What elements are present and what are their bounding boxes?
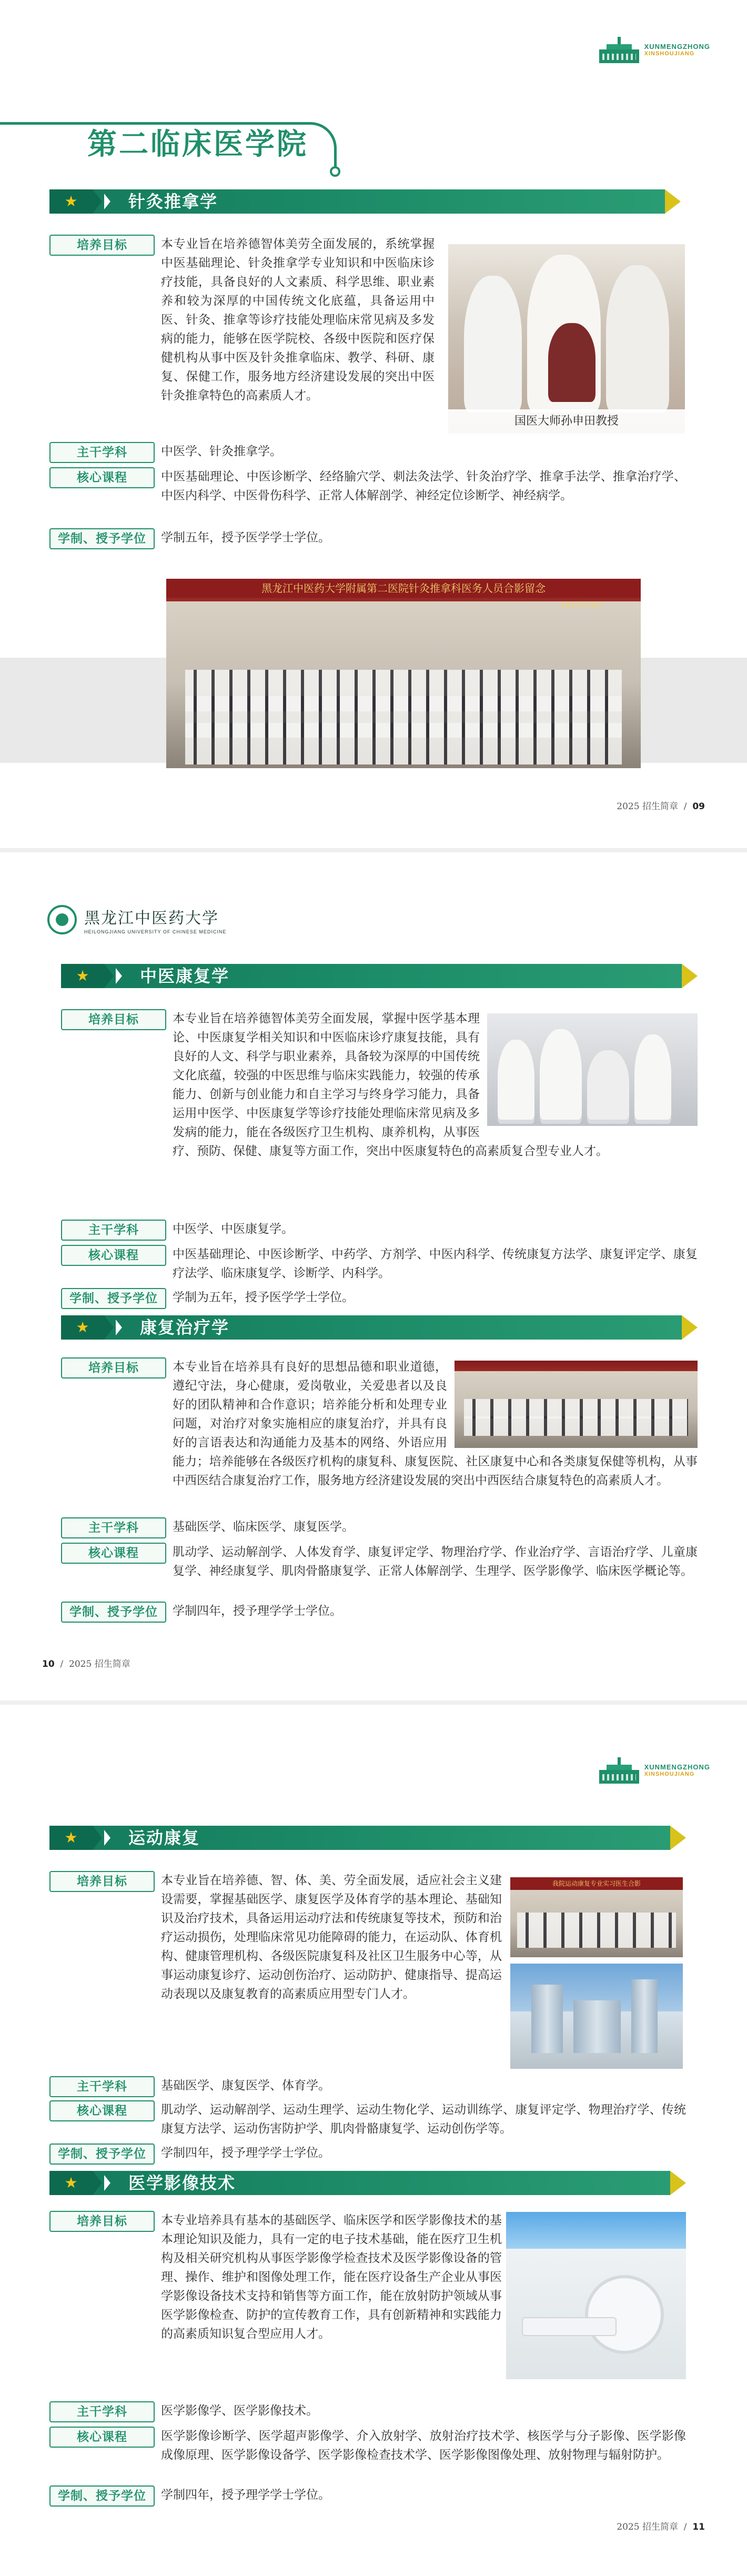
section-banner-imaging xyxy=(49,2171,686,2195)
row-text: 中医基础理论、中医诊断学、中药学、方剂学、中医内科学、传统康复方法学、康复评定学、康复疗法学、临床康复学、诊断学、内科学。 xyxy=(173,1247,698,1280)
row-discipline xyxy=(49,442,686,463)
row-label: 核心课程 xyxy=(61,1245,166,1266)
row-text: 基础医学、康复医学、体育学。 xyxy=(161,2079,330,2092)
footer-sep: / xyxy=(683,801,687,812)
row-text: 学制四年，授予理学学士学位。 xyxy=(173,1604,342,1618)
row-label: 学制、授予学位 xyxy=(49,528,155,549)
row-goal xyxy=(61,1009,698,1209)
row-discipline xyxy=(49,2401,686,2422)
page-footer xyxy=(42,1656,130,1669)
section-title: 中医康复学 xyxy=(140,966,230,986)
row-text: 医学影像诊断学、医学超声影像学、介入放射学、放射治疗技术学、核医学与分子影像、医学影像成像原理、医学影像设备学、医学影像检查技术学、医学影像图像处理、放射物理与辐射防护。 xyxy=(161,2429,686,2462)
star-icon: ★ xyxy=(64,2174,78,2191)
chevron-right-icon xyxy=(104,1830,110,1846)
row-discipline xyxy=(61,1517,698,1538)
page-footer xyxy=(617,2519,705,2532)
row-courses xyxy=(61,1245,698,1285)
row-courses xyxy=(49,2427,686,2484)
brand-en-line1: XUNMENGZHONG xyxy=(644,1763,710,1771)
photo-caption: 国医大师孙申田教授 xyxy=(448,409,685,434)
row-label: 学制、授予学位 xyxy=(61,1288,166,1309)
group-photo-date: 2017年10月 xyxy=(561,601,604,610)
chevron-right-icon xyxy=(116,1320,122,1335)
row-text: 中医学、针灸推拿学。 xyxy=(161,445,282,458)
row-text: 本专业旨在培养德、智、体、美、劳全面发展，适应社会主义建设需要，掌握基础医学、康复医学及体育学的基本理论、基础知识及治疗技术，具备运用运动疗法和传统康复等技术，预防和治疗运动损伤，处理临床常见功能障碍的能力，在运动队、体育机构、健康管理机构、各级医院康复科及社区卫生服务中心等，从事运动康复诊疗、运动创伤治疗、运动防护、健康指导、提高运动表现以及康复教育的高素质应用型专门人才。 xyxy=(161,1874,502,2001)
university-seal-icon xyxy=(47,905,77,934)
footer-sep: / xyxy=(683,2522,687,2532)
row-goal xyxy=(49,1871,502,2071)
row-label: 核心课程 xyxy=(61,1543,166,1564)
row-label: 培养目标 xyxy=(49,2211,155,2232)
university-name: 黑龙江中医药大学 xyxy=(84,909,219,928)
group-photo-banner: 我院运动康复专业实习医生合影 xyxy=(510,1877,683,1890)
page-number: 11 xyxy=(692,2522,705,2532)
section-banner-rehab-therapy xyxy=(61,1315,698,1340)
row-goal xyxy=(49,235,439,435)
page-number: 09 xyxy=(692,801,705,812)
row-text: 基础医学、临床医学、康复医学。 xyxy=(173,1520,354,1534)
page-number: 10 xyxy=(42,1659,55,1669)
star-icon: ★ xyxy=(76,1319,89,1336)
star-icon: ★ xyxy=(64,193,78,210)
page-footer xyxy=(617,799,705,812)
row-goal xyxy=(49,2211,502,2390)
row-label: 主干学科 xyxy=(49,2076,155,2097)
row-label: 主干学科 xyxy=(49,442,155,463)
row-text: 肌动学、运动解剖学、运动生理学、运动生物化学、运动训练学、康复评定学、物理治疗学、传统康复方法学、运动伤害防护学、肌肉骨骼康复学、运动创伤学等。 xyxy=(161,2103,686,2136)
row-label: 核心课程 xyxy=(49,467,155,488)
row-goal xyxy=(61,1357,698,1515)
row-discipline xyxy=(61,1220,698,1241)
chevron-right-icon xyxy=(116,968,122,984)
brand-logo xyxy=(599,37,710,63)
brand-en-line2: XINSHOUJIANG xyxy=(644,1771,695,1778)
row-label: 培养目标 xyxy=(61,1357,166,1378)
row-label: 核心课程 xyxy=(49,2100,155,2121)
row-text: 学制四年，授予理学学士学位。 xyxy=(161,2146,330,2160)
footer-year: 2025 招生简章 xyxy=(617,2522,678,2532)
page-11 xyxy=(0,1705,747,2576)
photo-sports-rehab-group xyxy=(510,1877,683,1957)
section-title: 运动康复 xyxy=(128,1828,200,1848)
building-icon xyxy=(599,37,639,63)
page-10 xyxy=(0,852,747,1705)
row-duration xyxy=(49,2486,686,2507)
row-text: 中医学、中医康复学。 xyxy=(173,1222,294,1236)
row-duration xyxy=(61,1602,698,1623)
footer-year: 2025 招生简章 xyxy=(69,1659,130,1669)
row-courses xyxy=(61,1543,698,1601)
row-text: 中医基础理论、中医诊断学、经络腧穴学、刺法灸法学、针灸治疗学、推拿手法学、推拿治疗学、中医内科学、中医骨伤科学、正常人体解剖学、神经定位诊断学、神经病学。 xyxy=(161,470,686,502)
row-text xyxy=(173,1357,698,1490)
section-title: 康复治疗学 xyxy=(140,1317,230,1337)
photo-rehab-therapy-group xyxy=(455,1361,698,1448)
star-icon: ★ xyxy=(64,1829,78,1846)
row-label: 学制、授予学位 xyxy=(49,2144,155,2165)
row-duration xyxy=(49,2144,686,2165)
university-name-en: HEILONGJIANG UNIVERSITY OF CHINESE MEDICINE xyxy=(84,929,227,934)
footer-sep: / xyxy=(60,1659,64,1669)
row-label: 主干学科 xyxy=(61,1220,166,1241)
row-text: 学制五年，授予医学学士学位。 xyxy=(161,531,330,545)
chevron-right-icon xyxy=(104,2175,110,2191)
section-title: 针灸推拿学 xyxy=(128,192,218,212)
photo-tcm-rehab-clinic xyxy=(487,1013,698,1126)
row-text: 本专业旨在培养德智体美劳全面发展的，系统掌握中医基础理论、针灸推拿学专业知识和中医临床诊疗技能，具备良好的人文素质、科学思维、职业素养和较为深厚的中国传统文化底蕴，具备运用中医、针灸、推拿等诊疗技能处理临床常见病及多发病的能力，能够在医学院校、各级中医院和医疗保健机构从事中医及针灸推拿临床、教学、科研、康复、保健工作，服务地方经济建设发展的突出中医针灸推拿特色的高素质人才。 xyxy=(161,237,435,402)
photo-acupuncture-master xyxy=(448,244,685,434)
footer-year: 2025 招生简章 xyxy=(617,801,678,812)
page-09 xyxy=(0,0,747,852)
building-icon xyxy=(599,1757,639,1784)
row-text xyxy=(173,1009,698,1161)
row-label: 培养目标 xyxy=(49,235,155,256)
university-logo xyxy=(47,905,226,934)
row-courses xyxy=(49,2100,686,2140)
section-banner-sports-rehab xyxy=(49,1826,686,1850)
row-text-content: 本专业旨在培养具有良好的思想品德和职业道德，遵纪守法，身心健康，爱岗敬业，关爱患者以及良好的团队精神和合作意识；培养能分析和处理专业问题，对治疗对象实施相应的康复治疗，并具有良好的言语表达和沟通能力及基本的网络、外语应用能力；培养能够在各级医疗机构的康复科、康复医院、社区康复中心和各类康复保健等机构，从事中西医结合康复治疗工作，服务地方经济建设发展的突出中西医结合康复特色的高素质人才。 xyxy=(173,1360,698,1487)
college-title: 第二临床医学院 xyxy=(87,127,308,162)
section-title: 医学影像技术 xyxy=(128,2173,236,2193)
row-discipline xyxy=(49,2076,686,2097)
brand-logo xyxy=(599,1757,710,1784)
row-label: 学制、授予学位 xyxy=(61,1602,166,1623)
photo-hospital-buildings xyxy=(510,1964,683,2069)
row-label: 核心课程 xyxy=(49,2427,155,2448)
row-label: 主干学科 xyxy=(49,2401,155,2422)
row-label: 主干学科 xyxy=(61,1517,166,1538)
star-icon: ★ xyxy=(76,967,89,984)
row-text: 医学影像学、医学影像技术。 xyxy=(161,2404,318,2418)
row-text-content: 本专业旨在培养德智体美劳全面发展，掌握中医学基本理论、中医康复学相关知识和中医临床诊疗康复技能，具有良好的人文、科学与职业素养，具备较为深厚的中国传统文化底蕴，较强的中医思维与临床实践能力，较强的传承能力、创新与创业能力和自主学习与终身学习能力，具备运用中医学、中医康复学等诊疗技能处理临床常见病及多发病的能力，能在各级医疗卫生机构、康养机构，从事医疗、预防、保健、康复等方面工作，突出中医康复特色的高素质复合型专业人才。 xyxy=(173,1012,608,1158)
row-label: 培养目标 xyxy=(49,1871,155,1892)
photo-department-group xyxy=(166,579,641,768)
row-label: 培养目标 xyxy=(61,1009,166,1030)
row-text: 肌动学、运动解剖学、人体发育学、康复评定学、物理治疗学、作业治疗学、言语治疗学、儿童康复学、神经康复学、肌肉骨骼康复学、正常人体解剖学、生理学、医学影像学、临床医学概论等。 xyxy=(173,1545,698,1578)
row-text: 学制四年，授予理学学士学位。 xyxy=(161,2488,330,2502)
row-text: 本专业培养具有基本的基础医学、临床医学和医学影像技术的基本理论知识及能力，具有一定的电子技术基础，能在医疗卫生机构及相关研究机构从事医学影像学检查技术及医学影像设备的管理、操作、维护和图像处理工作，能在医疗设备生产企业从事医学影像设备技术支持和销售等方面工作，能在放射防护领域从事医学影像检查、防护的宣传教育工作，具有创新精神和实践能力的高素质知识复合型应用人才。 xyxy=(161,2213,502,2341)
row-label: 学制、授予学位 xyxy=(49,2486,155,2507)
section-banner-acupuncture xyxy=(49,189,681,214)
section-banner-tcm-rehab xyxy=(61,964,698,988)
brand-en-line1: XUNMENGZHONG xyxy=(644,42,710,51)
row-text: 学制为五年，授予医学学士学位。 xyxy=(173,1291,354,1304)
chevron-right-icon xyxy=(104,194,110,209)
photo-imaging-room xyxy=(506,2212,686,2379)
row-courses xyxy=(49,467,686,525)
row-duration xyxy=(61,1288,698,1309)
row-duration xyxy=(49,528,686,549)
group-photo-banner: 黑龙江中医药大学附属第二医院针灸推拿科医务人员合影留念 xyxy=(166,579,641,598)
brand-en-line2: XINSHOUJIANG xyxy=(644,51,695,57)
